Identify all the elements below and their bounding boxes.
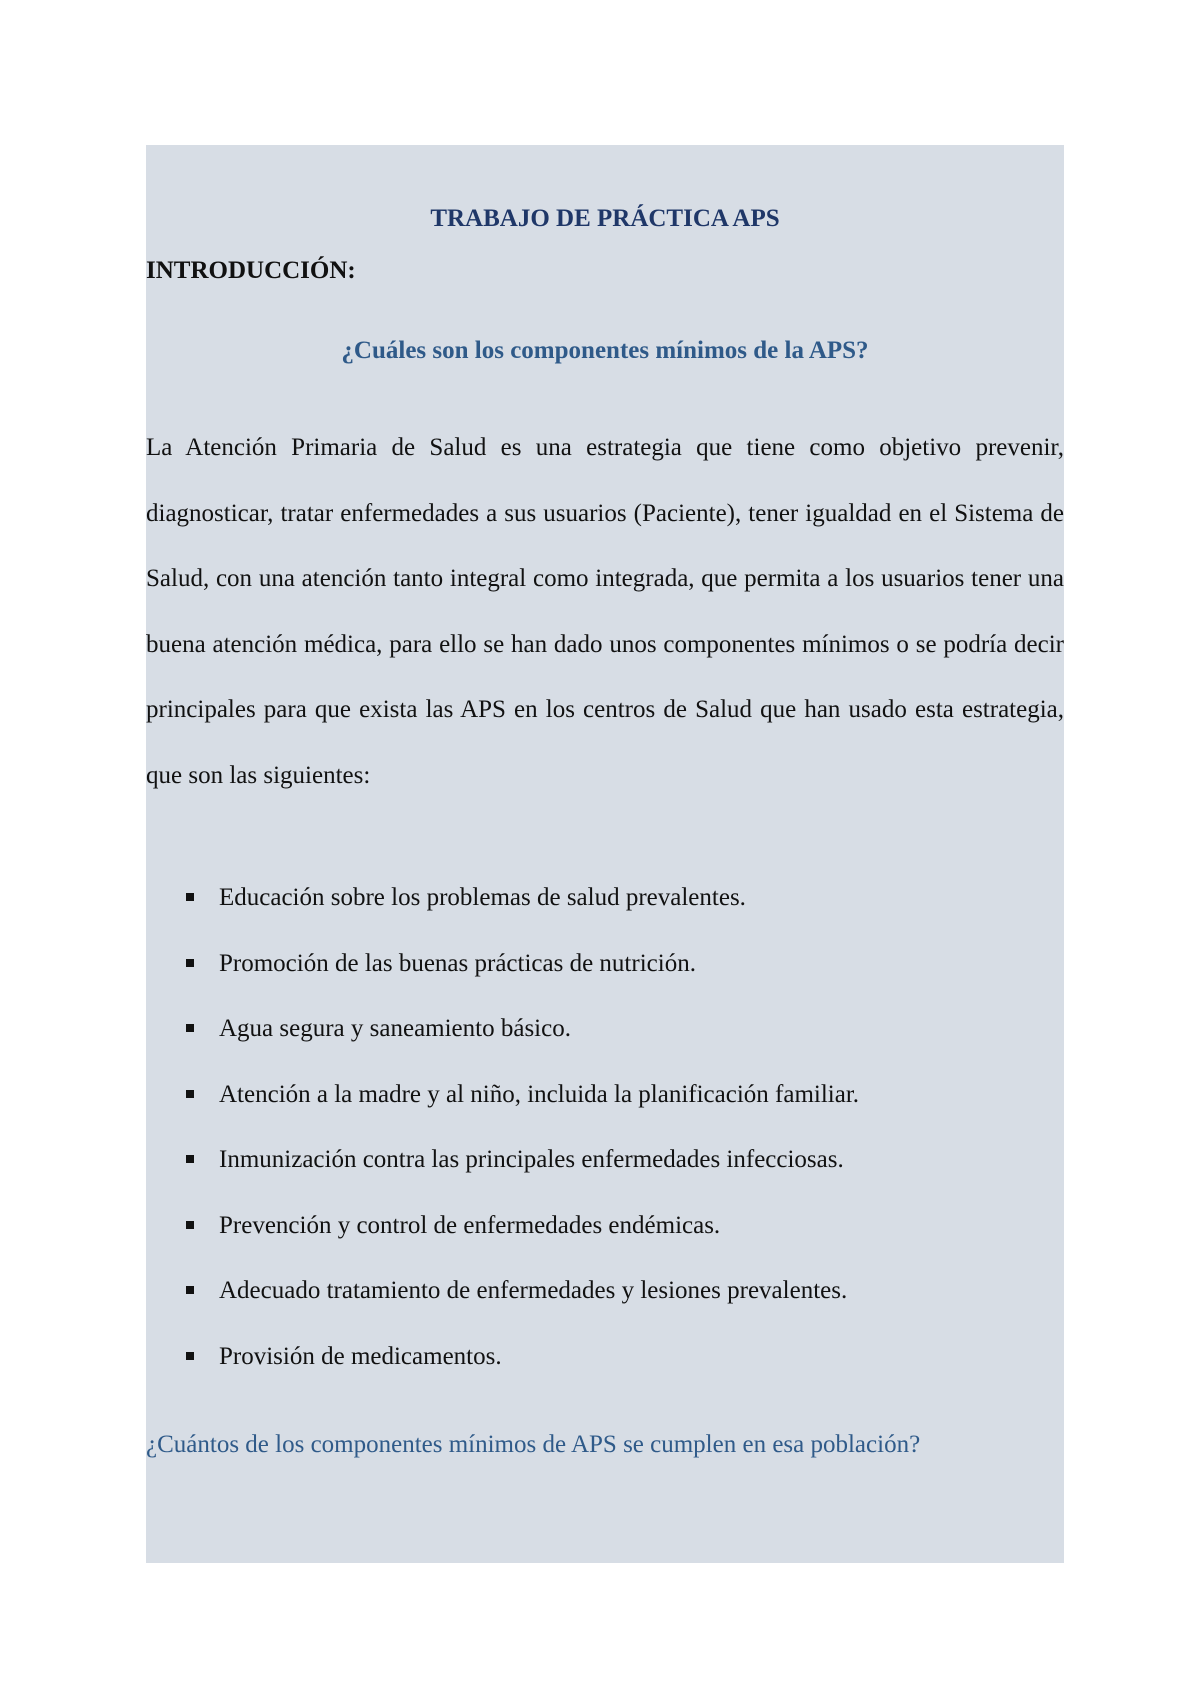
intro-paragraph: La Atención Primaria de Salud es una estrategia que tiene como objetivo prevenir, diagnosticar, tratar enfermedades a sus usuarios (Paciente), tener igualdad en el Sistema de Salud, con una atención tanto integral como integrada, que permita a los usuarios tener una buena atención médica, para ello se han dado unos componentes mínimos o se podría decir principales para que exista las APS en los centros de Salud que han usado esta estrategia, que son las siguientes:	[146, 434, 1064, 789]
bullet-square-icon	[186, 1024, 194, 1032]
list-item-text: Inmunización contra las principales enfermedades infecciosas.	[219, 1146, 844, 1173]
question-compliance: ¿Cuántos de los componentes mínimos de APS se cumplen en esa población?	[146, 1431, 921, 1458]
bullet-square-icon	[186, 1286, 194, 1294]
list-item-text: Provisión de medicamentos.	[219, 1342, 502, 1370]
list-item	[146, 1276, 1064, 1342]
list-item-text: Prevención y control de enfermedades endémicas.	[219, 1211, 721, 1239]
list-item-text: Agua segura y saneamiento básico.	[219, 1015, 571, 1042]
list-item-text: Atención a la madre y al niño, incluida la planificación familiar.	[219, 1080, 860, 1108]
bullet-square-icon	[186, 1352, 194, 1360]
list-item-text: Educación sobre los problemas de salud prevalentes.	[219, 884, 746, 911]
list-item	[146, 883, 1064, 949]
bullet-square-icon	[186, 1221, 194, 1229]
bullet-square-icon	[186, 1090, 194, 1098]
bullet-square-icon	[186, 1155, 194, 1163]
list-item	[146, 1145, 1064, 1211]
question-components: ¿Cuáles son los componentes mínimos de la APS?	[341, 337, 869, 364]
list-item	[146, 949, 1064, 1015]
bullet-square-icon	[186, 959, 194, 967]
list-item	[146, 1080, 1064, 1146]
list-item	[146, 1014, 1064, 1080]
bullet-square-icon	[186, 893, 194, 901]
list-item	[146, 1211, 1064, 1277]
section-heading: INTRODUCCIÓN:	[146, 257, 356, 284]
list-item-text: Promoción de las buenas prácticas de nutrición.	[219, 949, 696, 977]
list-item	[146, 1342, 1064, 1408]
list-item-text: Adecuado tratamiento de enfermedades y lesiones prevalentes.	[219, 1277, 848, 1304]
document-title: TRABAJO DE PRÁCTICA APS	[430, 205, 780, 232]
components-list	[146, 883, 1064, 1407]
